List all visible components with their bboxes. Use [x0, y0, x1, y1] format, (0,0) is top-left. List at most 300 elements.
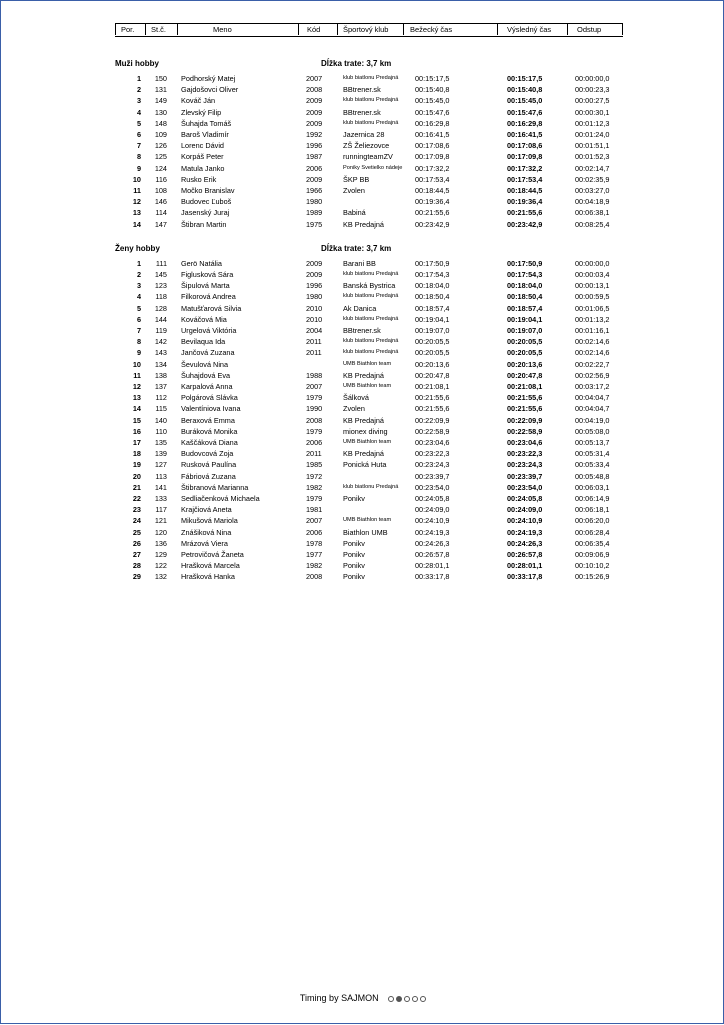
result-time-cell: 00:15:40,8	[507, 85, 543, 95]
gap-cell: 00:04:18,9	[575, 197, 610, 207]
name-cell: Znášiková Nina	[181, 527, 232, 537]
bib-cell: 137	[154, 382, 167, 391]
club-cell: klub biatlonu Predajná	[343, 349, 399, 356]
gap-cell: 00:01:06,5	[575, 303, 610, 313]
result-time-cell: 00:23:54,0	[507, 482, 543, 492]
table-row	[115, 392, 625, 403]
bib-cell: 149	[154, 96, 167, 106]
rank-cell: 28	[132, 561, 141, 571]
rank-cell: 20	[132, 471, 141, 481]
run-time-cell: 00:17:32,2	[415, 163, 450, 173]
gap-cell: 00:00:00,0	[575, 258, 610, 268]
gap-cell: 00:01:16,1	[575, 326, 610, 335]
name-cell: Polgárová Slávka	[181, 393, 238, 403]
result-time-cell: 00:24:19,3	[507, 527, 543, 537]
table-row	[115, 185, 625, 196]
gap-cell: 00:05:48,8	[575, 471, 610, 481]
rank-cell: 13	[132, 393, 141, 403]
bib-cell: 132	[154, 572, 167, 582]
run-time-cell: 00:18:04,0	[415, 281, 450, 291]
gap-cell: 00:06:14,9	[575, 494, 610, 503]
table-row	[115, 538, 625, 549]
club-cell: klub biatlonu Predajná	[343, 119, 399, 126]
club-cell: KB Predajná	[343, 449, 384, 459]
year-cell: 1978	[306, 538, 323, 548]
bib-cell: 125	[154, 152, 167, 162]
club-cell: ŠKP BB	[343, 174, 370, 184]
run-time-cell: 00:19:07,0	[415, 326, 450, 335]
rank-cell: 21	[132, 482, 141, 492]
club-cell: Ponikv	[343, 550, 365, 559]
bib-cell: 116	[155, 174, 167, 184]
name-cell: Filkorová Andrea	[181, 292, 236, 302]
result-time-cell: 00:33:17,8	[507, 572, 543, 582]
run-time-cell: 00:17:54,3	[415, 270, 450, 279]
bib-cell: 114	[155, 208, 167, 218]
bib-cell: 110	[155, 426, 167, 436]
table-row	[115, 280, 625, 291]
result-time-cell: 00:20:13,6	[507, 359, 543, 369]
run-time-cell: 00:20:47,8	[415, 370, 450, 380]
results-sheet	[1, 1, 724, 1025]
name-cell: Figlusková Sára	[181, 270, 234, 279]
year-cell: 2011	[306, 449, 322, 459]
result-time-cell: 00:24:05,8	[507, 494, 543, 503]
result-time-cell: 00:23:22,3	[507, 449, 543, 459]
table-row	[115, 258, 625, 269]
year-cell: 1982	[306, 561, 323, 571]
name-cell: Petrovičová Žaneta	[181, 550, 244, 559]
club-cell: Ponikv	[343, 494, 365, 503]
table-row	[115, 325, 625, 336]
rank-cell: 3	[136, 96, 141, 106]
gap-cell: 00:01:24,0	[575, 130, 610, 139]
run-time-cell: 00:15:17,5	[415, 74, 450, 83]
name-cell: Kováč Ján	[181, 96, 216, 106]
club-cell: Banská Bystrica	[343, 281, 396, 291]
result-time-cell: 00:19:36,4	[507, 197, 543, 207]
year-cell: 2006	[306, 527, 323, 537]
rank-cell: 7	[136, 141, 141, 151]
gap-cell: 00:03:27,0	[575, 186, 610, 195]
name-cell: Podhorský Matej	[181, 74, 236, 83]
table-row	[115, 448, 625, 459]
table-row	[115, 415, 625, 426]
bib-cell: 145	[154, 270, 167, 279]
gap-cell: 00:10:10,2	[575, 561, 610, 571]
year-cell: 2007	[306, 516, 323, 526]
name-cell: Valentíniova Ivana	[181, 404, 241, 414]
year-cell: 2011	[306, 337, 322, 347]
table-row	[115, 291, 625, 302]
year-cell: 2008	[306, 572, 323, 582]
column-header: St.č.	[151, 25, 167, 34]
name-cell: Hrašková Hanka	[181, 572, 235, 582]
bib-cell: 138	[154, 370, 167, 380]
result-time-cell: 00:17:32,2	[507, 163, 543, 173]
name-cell: Sedliačenková Michaela	[181, 494, 260, 503]
gap-cell: 00:06:38,1	[575, 208, 610, 218]
year-cell: 1996	[306, 141, 323, 151]
bib-cell: 135	[154, 438, 167, 447]
bib-cell: 146	[154, 197, 167, 207]
run-time-cell: 00:22:58,9	[415, 426, 450, 436]
run-time-cell: 00:23:39,7	[415, 471, 450, 481]
bib-cell: 121	[154, 516, 167, 526]
rank-cell: 16	[132, 426, 141, 436]
table-row	[115, 493, 625, 504]
gap-cell: 00:05:33,4	[575, 460, 610, 470]
year-cell	[306, 359, 336, 370]
footer-label: Timing by SAJMON	[299, 993, 379, 1003]
name-cell: Šuhajdová Eva	[181, 370, 231, 380]
club-cell: klub biatlonu Predajná	[343, 271, 399, 277]
result-time-cell: 00:28:01,1	[507, 561, 543, 571]
page-dot-icon	[396, 996, 402, 1002]
year-cell: 2007	[306, 74, 323, 83]
result-time-cell: 00:22:09,9	[507, 415, 543, 425]
rank-cell: 4	[136, 292, 141, 302]
result-time-cell: 00:23:04,6	[507, 438, 543, 447]
run-time-cell: 00:33:17,8	[415, 572, 450, 582]
bib-cell: 115	[155, 404, 167, 414]
club-cell: UMB Biathlon team	[343, 439, 392, 445]
name-cell: Budovec Ľuboš	[181, 197, 232, 207]
club-cell: mionex diving	[343, 426, 388, 436]
bib-cell: 126	[154, 141, 167, 151]
run-time-cell: 00:22:09,9	[415, 415, 450, 425]
result-time-cell: 00:21:55,6	[507, 208, 543, 218]
table-row	[115, 73, 625, 84]
club-cell: Biathlon UMB	[343, 527, 388, 537]
club-cell: UMB Biathlon team	[343, 383, 392, 389]
result-time-cell: 00:21:55,6	[507, 393, 543, 403]
name-cell: Mrázová Viera	[181, 538, 228, 548]
gap-cell: 00:01:13,2	[575, 314, 610, 324]
gap-cell: 00:00:30,1	[575, 107, 610, 117]
year-cell: 1996	[306, 281, 323, 291]
run-time-cell: 00:19:04,1	[415, 314, 450, 324]
club-cell: Zvolen	[343, 404, 365, 414]
table-row	[115, 84, 625, 95]
rank-cell: 27	[132, 550, 141, 559]
column-header: Odstup	[577, 25, 602, 34]
column-divider	[403, 24, 404, 35]
column-divider	[622, 24, 623, 35]
table-row	[115, 314, 625, 325]
gap-cell: 00:06:20,0	[575, 516, 610, 526]
run-time-cell: 00:28:01,1	[415, 561, 450, 571]
bib-cell: 108	[154, 186, 167, 195]
year-cell: 2006	[306, 438, 323, 447]
club-cell: klub biatlonu Predajná	[343, 293, 399, 300]
year-cell: 2008	[306, 415, 323, 425]
gap-cell: 00:15:26,9	[575, 572, 610, 582]
column-divider	[145, 24, 146, 35]
run-time-cell: 00:19:36,4	[415, 197, 450, 207]
name-cell: Fábriová Zuzana	[181, 471, 236, 481]
footer	[1, 993, 724, 1004]
result-time-cell: 00:23:42,9	[507, 219, 543, 229]
year-cell: 2007	[306, 382, 323, 391]
run-time-cell: 00:18:57,4	[415, 303, 450, 313]
bib-cell: 130	[154, 107, 167, 117]
bib-cell: 140	[154, 415, 167, 425]
result-time-cell: 00:23:39,7	[507, 471, 543, 481]
bib-cell: 129	[154, 550, 167, 559]
name-cell: Budovcová Zoja	[181, 449, 234, 459]
column-header: Por.	[121, 25, 135, 34]
bib-cell: 142	[154, 337, 167, 347]
bib-cell: 124	[154, 163, 167, 173]
table-row	[115, 381, 625, 392]
name-cell: Jasenský Juraj	[181, 208, 230, 218]
club-cell: Ak Danica	[343, 303, 377, 313]
gap-cell: 00:02:35,9	[575, 174, 610, 184]
club-cell: klub biatlonu Predajná	[343, 483, 399, 490]
result-time-cell: 00:18:04,0	[507, 281, 543, 291]
club-cell: UMB Biathlon team	[343, 360, 392, 367]
result-time-cell: 00:24:26,3	[507, 538, 543, 548]
table-row	[115, 174, 625, 185]
run-time-cell: 00:17:09,8	[415, 152, 450, 162]
rank-cell: 5	[136, 118, 141, 128]
table-row	[115, 527, 625, 538]
name-cell: Urgelová Viktória	[181, 326, 237, 335]
table-row	[115, 336, 625, 347]
year-cell: 1988	[306, 370, 323, 380]
rank-cell: 1	[136, 258, 141, 268]
year-cell: 1977	[306, 550, 323, 559]
result-time-cell: 00:16:29,8	[507, 118, 543, 128]
gap-cell: 00:00:13,1	[575, 281, 610, 291]
run-time-cell: 00:23:24,3	[415, 460, 450, 470]
bib-cell: 123	[154, 281, 167, 291]
result-time-cell: 00:21:55,6	[507, 404, 543, 414]
table-row	[115, 196, 625, 207]
result-time-cell: 00:17:09,8	[507, 152, 543, 162]
table-row	[115, 426, 625, 437]
result-time-cell: 00:21:08,1	[507, 382, 543, 391]
bib-cell: 133	[154, 494, 167, 503]
club-cell: Ponická Huta	[343, 460, 387, 470]
club-cell: Ponikv	[343, 572, 365, 582]
table-row	[115, 107, 625, 118]
rank-cell: 29	[132, 572, 141, 582]
run-time-cell: 00:24:19,3	[415, 527, 450, 537]
rank-cell: 7	[136, 326, 141, 335]
run-time-cell: 00:16:41,5	[415, 130, 450, 139]
bib-cell: 118	[155, 292, 167, 302]
result-time-cell: 00:17:54,3	[507, 270, 543, 279]
year-cell: 1966	[306, 186, 323, 195]
gap-cell: 00:06:35,4	[575, 538, 610, 548]
bib-cell: 134	[154, 359, 167, 369]
run-time-cell: 00:15:47,6	[415, 107, 450, 117]
page-dot-icon	[420, 996, 426, 1002]
year-cell: 2009	[306, 118, 323, 128]
year-cell: 2009	[306, 107, 323, 117]
gap-cell: 00:00:03,4	[575, 270, 610, 279]
gap-cell: 00:03:17,2	[575, 382, 610, 391]
rank-cell: 5	[136, 303, 141, 313]
name-cell: Šipulová Marta	[181, 281, 230, 291]
rank-cell: 12	[132, 382, 141, 391]
club-cell: Babiná	[343, 208, 366, 218]
result-time-cell: 00:15:17,5	[507, 74, 543, 83]
club-cell: KB Predajná	[343, 370, 384, 380]
category-title: Muži hobby	[115, 59, 159, 68]
rank-cell: 4	[136, 107, 141, 117]
name-cell: Ševulová Nina	[181, 359, 229, 369]
column-divider	[337, 24, 338, 35]
gap-cell: 00:00:00,0	[575, 74, 610, 83]
year-cell: 1982	[306, 482, 323, 492]
gap-cell: 00:06:03,1	[575, 482, 610, 492]
bib-cell: 127	[154, 460, 167, 470]
run-time-cell: 00:18:44,5	[415, 186, 450, 195]
club-cell: Barani BB	[343, 258, 376, 268]
bib-cell: 144	[154, 314, 167, 324]
gap-cell: 00:00:27,5	[575, 96, 610, 106]
column-divider	[177, 24, 178, 35]
column-header: Výsledný čas	[507, 25, 552, 34]
run-time-cell: 00:21:55,6	[415, 393, 450, 403]
table-row	[115, 303, 625, 314]
name-cell: Gajdošovci Oliver	[181, 85, 239, 95]
name-cell: Beraxová Emma	[181, 415, 235, 425]
year-cell: 1990	[306, 404, 323, 414]
gap-cell: 00:06:18,1	[575, 505, 610, 515]
gap-cell: 00:08:25,4	[575, 219, 610, 229]
club-cell: klub biatlonu Predajná	[343, 97, 399, 104]
club-cell: runningteamZV	[343, 152, 393, 162]
gap-cell: 00:02:22,7	[575, 359, 610, 369]
club-cell: BBtrener.sk	[343, 85, 381, 95]
run-time-cell: 00:23:42,9	[415, 219, 450, 229]
year-cell: 1975	[306, 219, 323, 229]
gap-cell: 00:04:04,7	[575, 393, 610, 403]
bib-cell: 148	[154, 118, 167, 128]
gap-cell: 00:01:12,3	[575, 118, 610, 128]
name-cell: Šuhajda Tomáš	[181, 118, 232, 128]
run-time-cell: 00:15:40,8	[415, 85, 450, 95]
gap-cell: 00:02:14,7	[575, 163, 610, 173]
run-time-cell: 00:24:26,3	[415, 538, 450, 548]
gap-cell: 00:06:28,4	[575, 527, 610, 537]
name-cell: Kováčová Mia	[181, 314, 227, 324]
run-time-cell: 00:21:08,1	[415, 382, 450, 391]
rank-cell: 17	[132, 438, 141, 447]
run-time-cell: 00:23:22,3	[415, 449, 450, 459]
name-cell: Zlevský Filip	[181, 107, 222, 117]
rank-cell: 2	[136, 85, 141, 95]
rank-cell: 9	[136, 348, 141, 358]
table-row	[115, 219, 625, 230]
name-cell: Bevilaqua Ida	[181, 337, 226, 347]
club-cell: klub biatlonu Predajná	[343, 75, 399, 81]
year-cell: 1980	[306, 197, 323, 207]
column-header: Športový klub	[343, 25, 389, 34]
gap-cell: 00:00:23,3	[575, 85, 610, 95]
column-divider	[567, 24, 568, 35]
bib-cell: 131	[154, 85, 167, 95]
run-time-cell: 00:21:55,6	[415, 404, 450, 414]
rank-cell: 14	[132, 219, 141, 229]
club-cell: Poniky Svetielko nádeje	[343, 164, 403, 171]
year-cell: 1979	[306, 393, 323, 403]
rank-cell: 10	[132, 359, 141, 369]
gap-cell: 00:09:06,9	[575, 550, 610, 559]
column-header: Bežecký čas	[410, 25, 453, 34]
run-time-cell: 00:20:13,6	[415, 359, 450, 369]
column-divider	[115, 24, 116, 35]
gap-cell: 00:05:31,4	[575, 449, 610, 459]
club-cell: UMB Biathlon team	[343, 517, 392, 524]
table-row	[115, 471, 625, 482]
run-time-cell: 00:18:50,4	[415, 292, 450, 302]
bib-cell: 139	[154, 449, 167, 459]
year-cell: 2009	[306, 96, 323, 106]
bib-cell: 143	[154, 348, 167, 358]
run-time-cell: 00:21:55,6	[415, 208, 450, 218]
run-time-cell: 00:23:54,0	[415, 482, 450, 492]
table-row	[115, 571, 625, 582]
run-time-cell: 00:23:04,6	[415, 438, 450, 447]
result-time-cell: 00:20:05,5	[507, 337, 543, 347]
rank-cell: 19	[132, 460, 141, 470]
bib-cell: 112	[155, 393, 167, 403]
table-row	[115, 370, 625, 381]
rank-cell: 6	[136, 314, 141, 324]
rank-cell: 2	[136, 270, 141, 279]
run-time-cell: 00:20:05,5	[415, 348, 450, 358]
result-time-cell: 00:16:41,5	[507, 130, 543, 139]
club-cell: BBtrener.sk	[343, 107, 381, 117]
name-cell: Kaščáková Diana	[181, 438, 238, 447]
result-time-cell: 00:18:50,4	[507, 292, 543, 302]
club-cell: ZŠ Želiezovce	[343, 141, 390, 151]
bib-cell: 128	[154, 303, 167, 313]
column-header: Kód	[307, 25, 321, 34]
rank-cell: 11	[133, 186, 141, 195]
name-cell: Štibranová Marianna	[181, 482, 249, 492]
result-time-cell: 00:19:04,1	[507, 314, 543, 324]
name-cell: Močko Branislav	[181, 186, 235, 195]
table-row	[115, 129, 625, 140]
result-time-cell: 00:24:10,9	[507, 516, 543, 526]
year-cell: 1992	[306, 130, 323, 139]
table-row	[115, 504, 625, 515]
club-cell: klub biatlonu Predajná	[343, 338, 399, 345]
gap-cell: 00:02:14,6	[575, 348, 610, 358]
run-time-cell: 00:20:05,5	[415, 337, 450, 347]
page-dot-icon	[404, 996, 410, 1002]
year-cell: 1980	[306, 292, 323, 302]
table-row	[115, 459, 625, 470]
table-row	[115, 347, 625, 358]
year-cell: 2009	[306, 258, 323, 268]
rank-cell: 24	[132, 516, 141, 526]
bib-cell: 109	[154, 130, 167, 139]
page-dots	[386, 994, 426, 1004]
year-cell: 1979	[306, 426, 323, 436]
gap-cell: 00:02:14,6	[575, 337, 610, 347]
run-time-cell: 00:17:08,6	[415, 141, 450, 151]
run-time-cell: 00:24:09,0	[415, 505, 450, 515]
rank-cell: 3	[136, 281, 141, 291]
gap-cell: 00:00:59,5	[575, 292, 610, 302]
